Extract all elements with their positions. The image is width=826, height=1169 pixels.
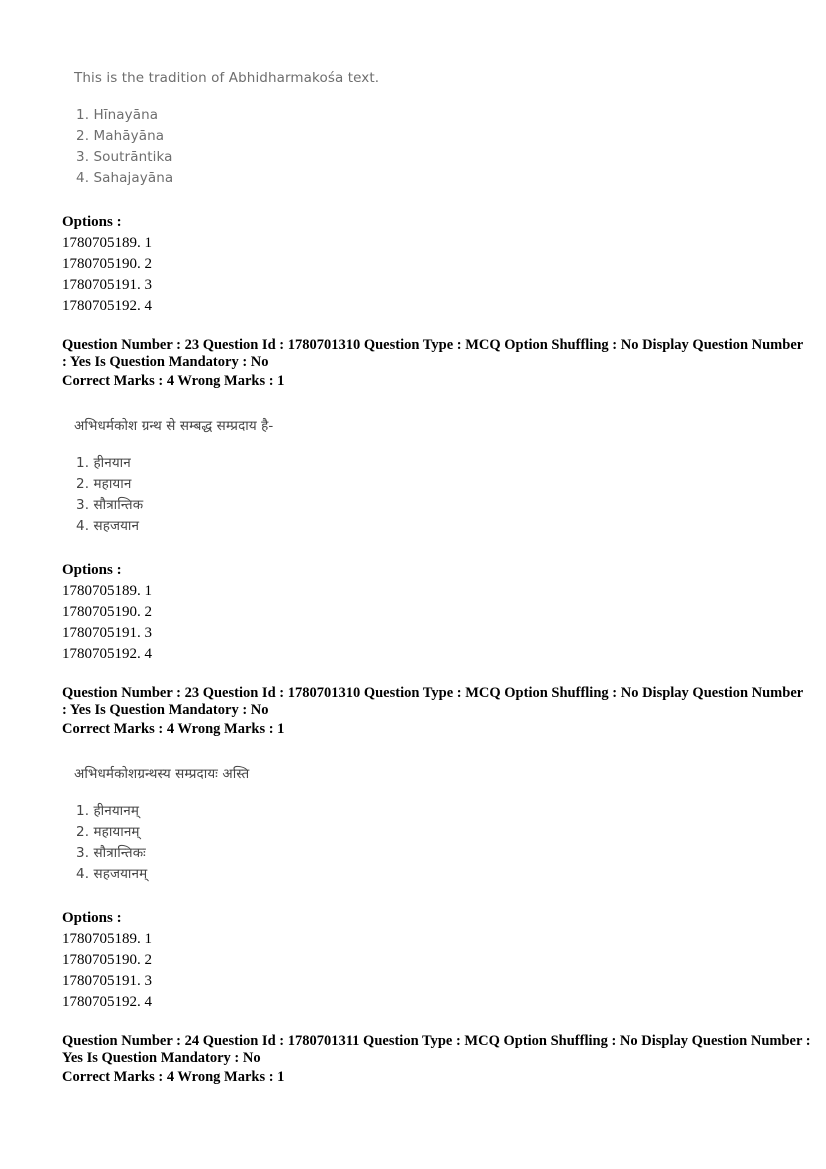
choice-list <box>76 453 778 537</box>
question-block-hindi <box>62 418 804 738</box>
question-meta-line: : Yes Is Question Mandatory : No <box>62 353 269 370</box>
option-id-row: 1780705191. 3 <box>62 973 152 989</box>
choice-item: 4. सहजयान <box>76 518 140 534</box>
choice-item: 3. Soutrāntika <box>76 149 173 165</box>
question-meta-line: : Yes Is Question Mandatory : No <box>62 701 269 718</box>
question-meta <box>62 685 804 738</box>
choice-item: 2. महायान <box>76 476 132 492</box>
options-heading: Options : <box>62 910 122 926</box>
choice-item: 1. हीनयानम् <box>76 803 140 819</box>
question-block-sanskrit <box>62 766 811 1086</box>
question-meta-line: Question Number : 23 Question Id : 1780701310 Question Type : MCQ Option Shuffling : No Display Question Number <box>62 685 804 701</box>
choice-item: 3. सौत्रान्तिक <box>76 497 144 513</box>
choice-item: 1. हीनयान <box>76 455 131 471</box>
question-meta-paragraph <box>62 1033 811 1066</box>
marks-line: Correct Marks : 4 Wrong Marks : 1 <box>62 721 285 737</box>
option-id-row: 1780705192. 4 <box>62 994 152 1010</box>
question-text: अभिधर्मकोशग्रन्थस्य सम्प्रदायः अस्ति <box>74 766 250 782</box>
question-text: This is the tradition of Abhidharmakośa text. <box>74 70 380 86</box>
choice-item: 2. Mahāyāna <box>76 128 165 144</box>
choice-item: 1. Hīnayāna <box>76 107 159 123</box>
option-id-row: 1780705191. 3 <box>62 625 152 641</box>
choice-list <box>76 105 778 189</box>
marks-line: Correct Marks : 4 Wrong Marks : 1 <box>62 1069 285 1085</box>
question-meta-line: Question Number : 24 Question Id : 1780701311 Question Type : MCQ Option Shuffling : No Display Question Number : <box>62 1033 811 1049</box>
option-id-row: 1780705189. 1 <box>62 235 152 251</box>
question-meta <box>62 337 804 390</box>
choice-item: 2. महायानम् <box>76 824 140 840</box>
marks-line: Correct Marks : 4 Wrong Marks : 1 <box>62 373 285 389</box>
option-id-row: 1780705192. 4 <box>62 646 152 662</box>
option-id-row: 1780705191. 3 <box>62 277 152 293</box>
option-id-row: 1780705189. 1 <box>62 931 152 947</box>
option-id-list <box>62 233 778 317</box>
question-meta-paragraph <box>62 685 804 718</box>
question-block-english <box>62 70 804 390</box>
question-text: अभिधर्मकोश ग्रन्थ से सम्बद्ध सम्प्रदाय है- <box>74 418 274 434</box>
option-id-row: 1780705190. 2 <box>62 604 152 620</box>
option-id-row: 1780705192. 4 <box>62 298 152 314</box>
choice-list <box>76 801 778 885</box>
choice-item: 4. Sahajayāna <box>76 170 174 186</box>
question-meta-paragraph <box>62 337 804 370</box>
choice-item: 3. सौत्रान्तिकः <box>76 845 146 861</box>
option-id-row: 1780705190. 2 <box>62 952 152 968</box>
option-id-list <box>62 581 778 665</box>
question-meta-line: Question Number : 23 Question Id : 1780701310 Question Type : MCQ Option Shuffling : No Display Question Number <box>62 337 804 353</box>
options-heading: Options : <box>62 562 122 578</box>
option-id-row: 1780705189. 1 <box>62 583 152 599</box>
option-id-list <box>62 929 778 1013</box>
question-meta-line: Yes Is Question Mandatory : No <box>62 1049 261 1066</box>
choice-item: 4. सहजयानम् <box>76 866 148 882</box>
option-id-row: 1780705190. 2 <box>62 256 152 272</box>
question-meta <box>62 1033 811 1086</box>
options-heading: Options : <box>62 214 122 230</box>
